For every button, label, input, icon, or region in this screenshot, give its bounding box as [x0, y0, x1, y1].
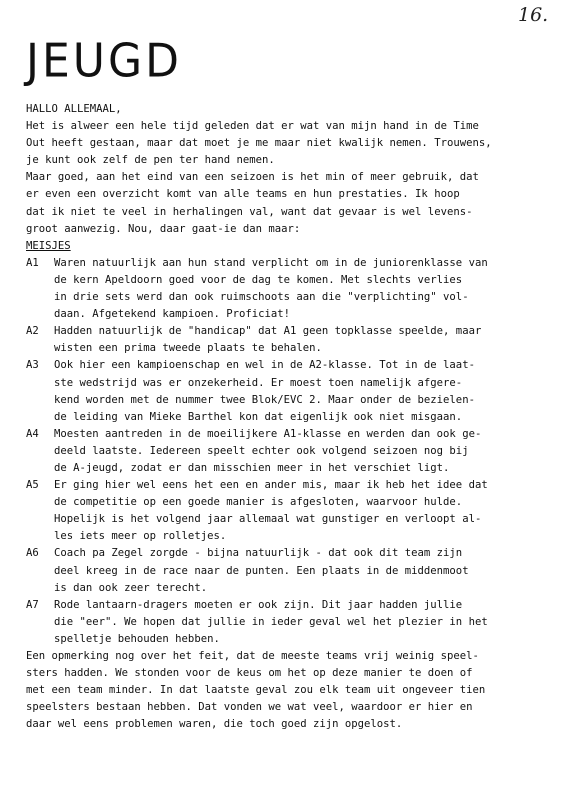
team-description-line: de competitie op een goede manier is afgesloten, waarvoor hulde.: [54, 496, 463, 509]
team-description-line: daan. Afgetekend kampioen. Proficiat!: [54, 308, 290, 321]
team-description-line: Rode lantaarn-dragers moeten er ook zijn. Dit jaar hadden jullie: [54, 598, 463, 611]
team-description: [54, 545, 546, 596]
team-entry: [26, 323, 546, 357]
team-entry: [26, 477, 546, 545]
team-code: A4: [26, 427, 39, 440]
team-entry: [26, 357, 546, 425]
team-description: [54, 597, 546, 648]
closing-line: speelsters bestaan hebben. Dat vonden we wat veel, waardoor er hier en: [26, 701, 473, 714]
intro-line: dat ik niet te veel in herhalingen val, want dat gevaar is wel levens-: [26, 205, 473, 218]
team-code: A6: [26, 547, 39, 560]
team-description-line: Coach pa Zegel zorgde - bijna natuurlijk - dat ook dit team zijn: [54, 547, 463, 560]
team-code: A2: [26, 325, 39, 338]
team-description-line: les iets meer op rolletjes.: [54, 530, 227, 543]
intro-line: Het is alweer een hele tijd geleden dat er wat van mijn hand in de Time: [26, 120, 479, 133]
closing-line: daar wel eens problemen waren, die toch goed zijn opgelost.: [26, 718, 403, 731]
team-description-line: spelletje behouden hebben.: [54, 632, 220, 645]
closing-line: met een team minder. In dat laatste geval zou elk team uit ongeveer tien: [26, 684, 486, 697]
intro-line: groot aanwezig. Nou, daar gaat-ie dan maar:: [26, 222, 301, 235]
team-description-line: is dan ook zeer terecht.: [54, 581, 208, 594]
team-description-line: Moesten aantreden in de moeilijkere A1-klasse en werden dan ook ge-: [54, 427, 482, 440]
team-description-line: deel kreeg in de race naar de punten. Een plaats in de middenmoot: [54, 564, 469, 577]
team-description-line: ste wedstrijd was er onzekerheid. Er moest toen namelijk afgere-: [54, 376, 463, 389]
team-description-line: die "eer". We hopen dat jullie in ieder geval wel het plezier in het: [54, 615, 488, 628]
team-code: A1: [26, 256, 39, 269]
team-entry: [26, 545, 546, 596]
closing-paragraph: [26, 648, 546, 733]
closing-line: sters hadden. We stonden voor de keus om het op deze manier te doen of: [26, 667, 473, 680]
team-description-line: in drie sets werd dan ook ruimschoots aan die "verplichting" vol-: [54, 291, 469, 304]
team-description-line: wisten een prima tweede plaats te behalen.: [54, 342, 322, 355]
team-description-line: Ook hier een kampioenschap en wel in de A2-klasse. Tot in de laat-: [54, 359, 475, 372]
intro-line: Out heeft gestaan, maar dat moet je me maar niet kwalijk nemen. Trouwens,: [26, 137, 492, 150]
team-description-line: de kern Apeldoorn goed voor de dag te komen. Met slechts verlies: [54, 273, 463, 286]
team-code: A5: [26, 479, 39, 492]
team-description-line: Waren natuurlijk aan hun stand verplicht om in de juniorenklasse van: [54, 256, 488, 269]
intro-paragraph: [26, 118, 546, 238]
section-heading: MEISJES: [26, 239, 71, 252]
page-title: JEUGD: [26, 34, 182, 89]
article-body: [26, 101, 546, 733]
team-description: [54, 426, 546, 477]
team-description: [54, 357, 546, 425]
team-code: A3: [26, 359, 39, 372]
team-description-line: Hadden natuurlijk de "handicap" dat A1 geen topklasse speelde, maar: [54, 325, 482, 338]
team-description: [54, 323, 546, 357]
closing-line: Een opmerking nog over het feit, dat de meeste teams vrij weinig speel-: [26, 650, 479, 662]
team-code: A7: [26, 598, 39, 611]
team-description: [54, 477, 546, 545]
team-entry: [26, 597, 546, 648]
team-description-line: deeld laatste. Iedereen speelt echter ook volgend seizoen nog bij: [54, 444, 469, 457]
team-entries: [26, 255, 546, 648]
team-description-line: Er ging hier wel eens het een en ander mis, maar ik heb het idee dat: [54, 479, 488, 492]
team-entry: [26, 426, 546, 477]
intro-line: Maar goed, aan het eind van een seizoen is het min of meer gebruik, dat: [26, 171, 479, 184]
team-description-line: kend worden met de nummer twee Blok/EVC 2. Maar onder de bezielen-: [54, 393, 475, 406]
team-description-line: de A-jeugd, zodat er dan misschien meer in het verschiet ligt.: [54, 461, 450, 474]
greeting: HALLO ALLEMAAL,: [26, 103, 122, 115]
team-entry: [26, 255, 546, 323]
intro-line: je kunt ook zelf de pen ter hand nemen.: [26, 154, 275, 167]
page-number: 16.: [518, 4, 549, 26]
team-description: [54, 255, 546, 323]
intro-line: er even een overzicht komt van alle teams en hun prestaties. Ik hoop: [26, 188, 460, 201]
team-description-line: de leiding van Mieke Barthel kon dat eigenlijk ook niet misgaan.: [54, 410, 463, 423]
team-description-line: Hopelijk is het volgend jaar allemaal wat gunstiger en verloopt al-: [54, 513, 482, 526]
